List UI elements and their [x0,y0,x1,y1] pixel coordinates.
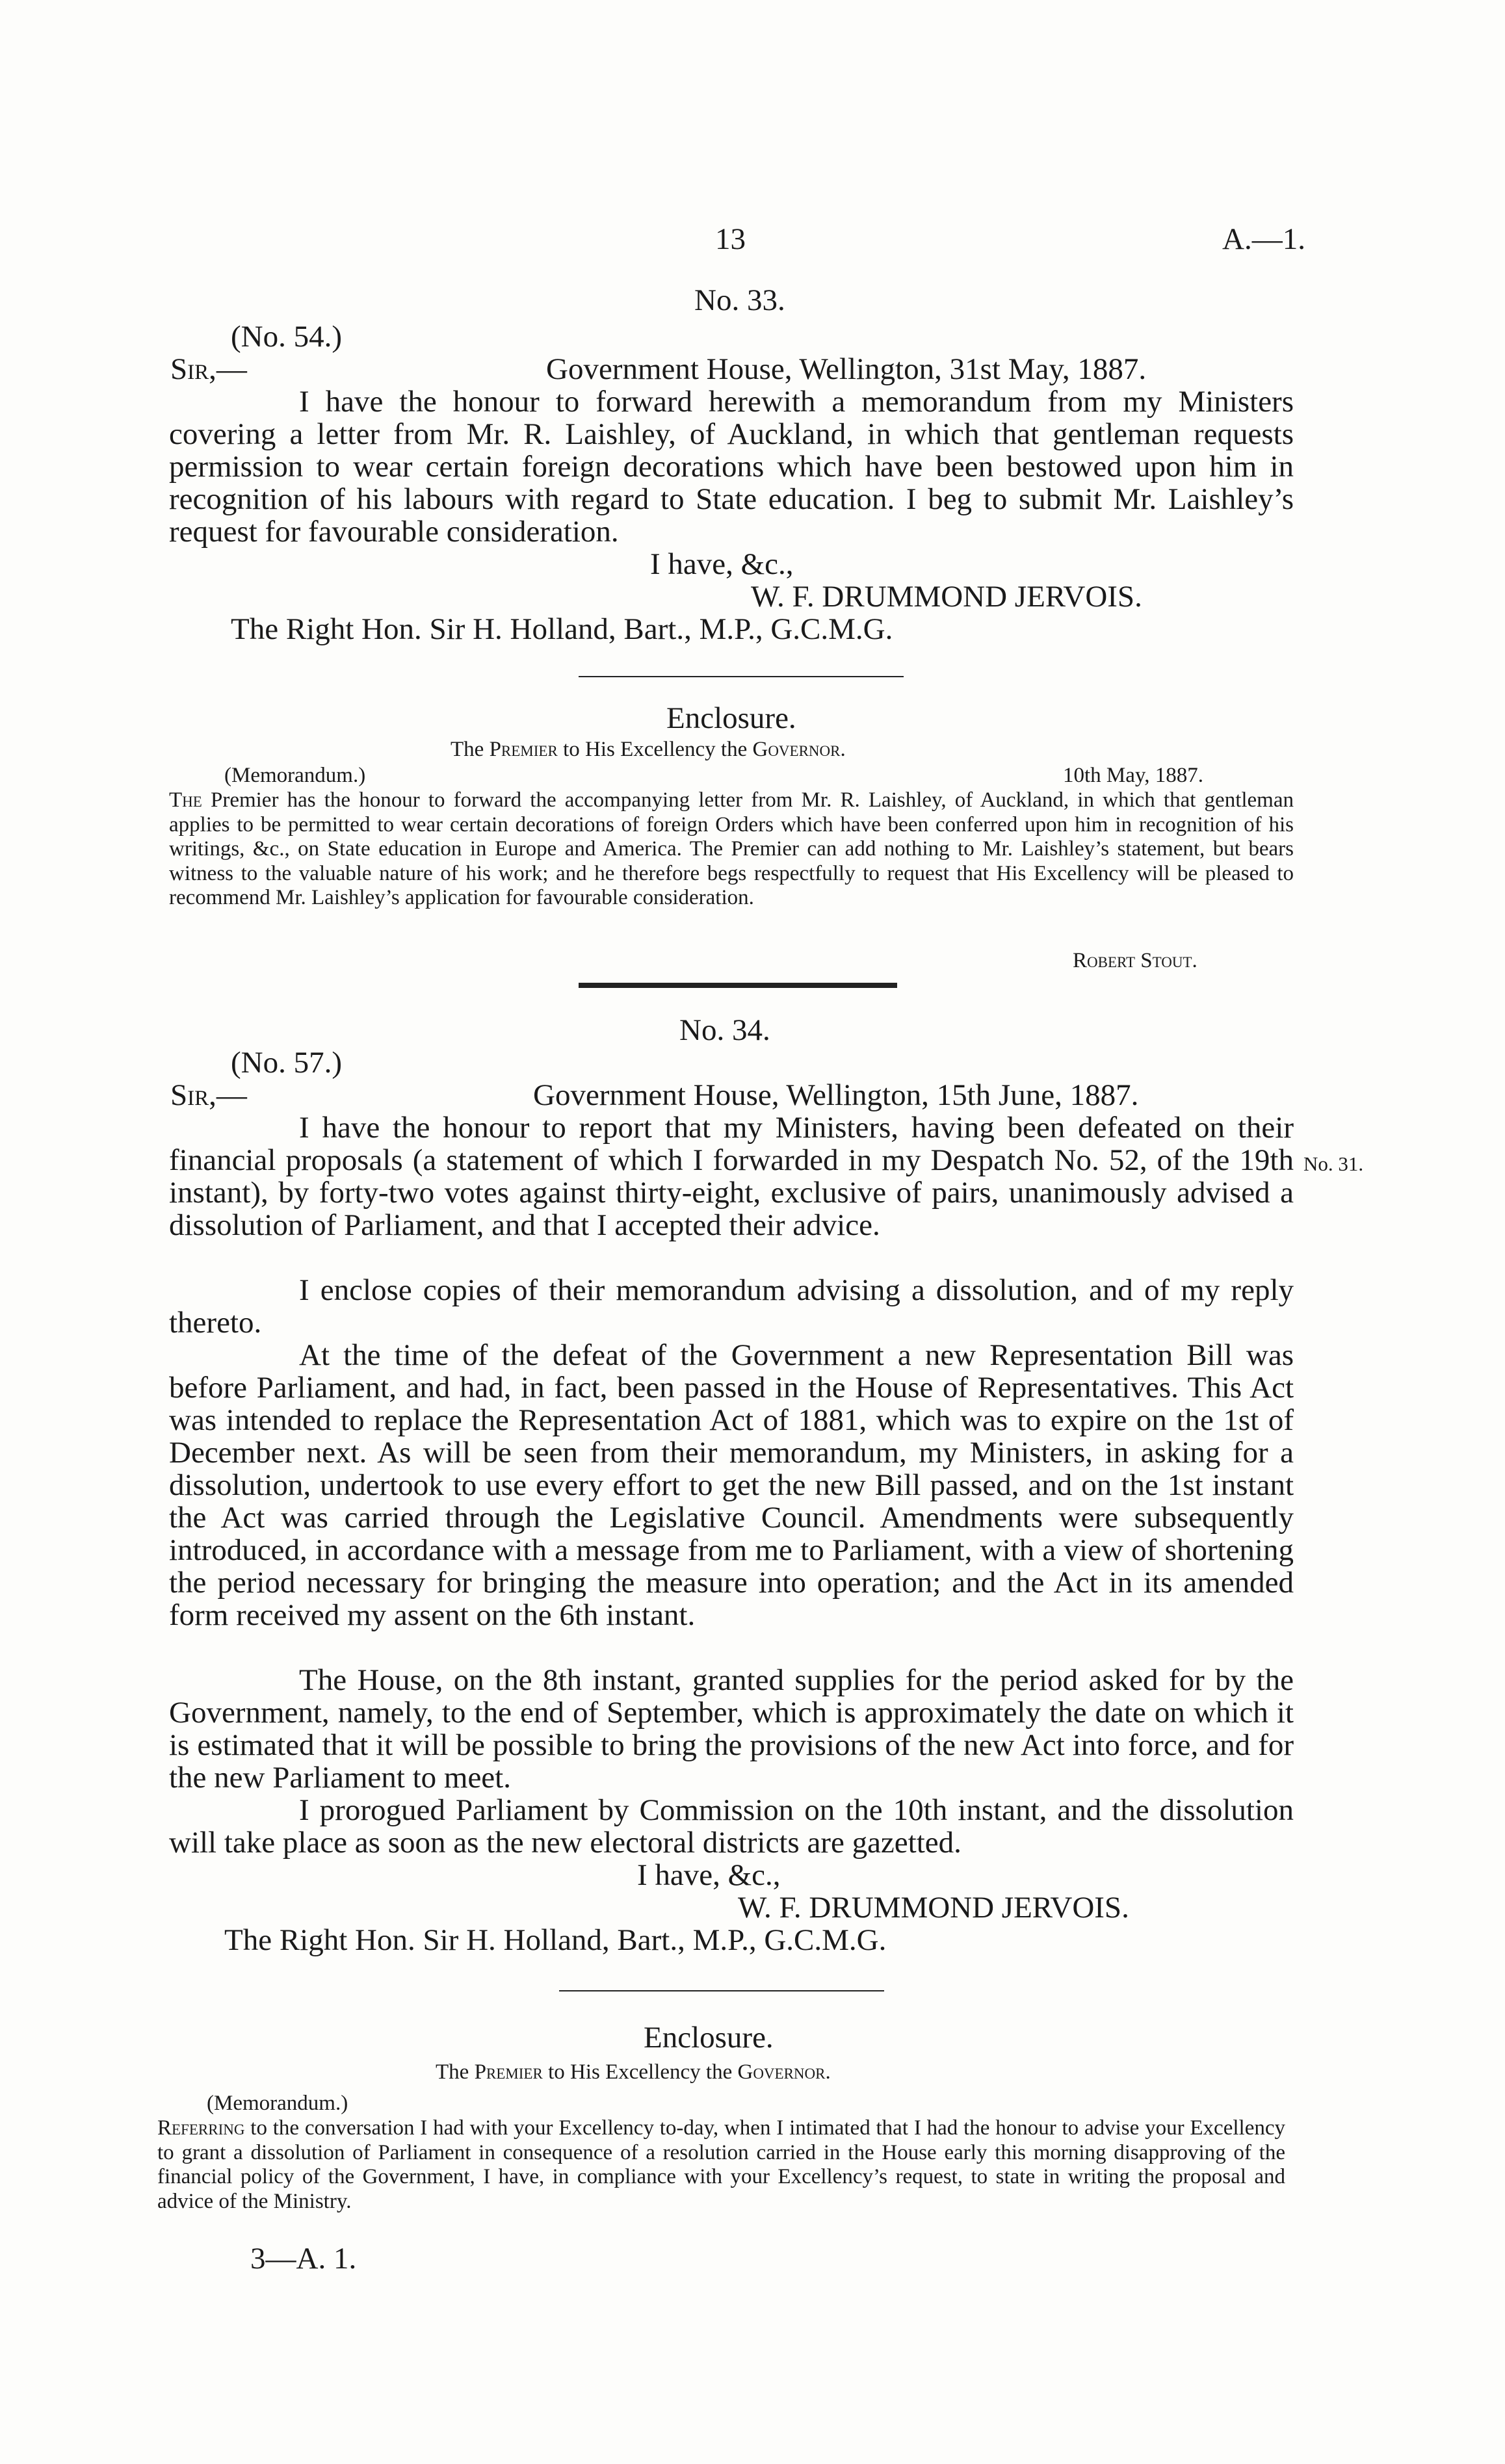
memorandum-body: Referring to the conversation I had with your Excellency to-day, when I intimated that I had the honour to advise your Excellency to grant a dissolution of Parliament in consequence of a resolution carried in the House early this morning disapproving of the financial policy of the Government, I have, in compliance with your Excellency’s request, to state in writing the proposal and advice of the Ministry. [157,2116,1285,2213]
body-paragraph: I enclose copies of their memorandum advising a dissolution, and of my reply thereto. [169,1273,1294,1340]
memorandum-label: (Memorandum.) [207,2092,348,2115]
section-divider [559,1990,884,1991]
closing: I have, &c., [637,1858,781,1892]
despatch-number: No. 33. [694,283,785,317]
body-paragraph: I prorogued Parliament by Commission on the 10th instant, and the dissolution will take place as soon as the new electoral districts are gazetted. [169,1793,1294,1860]
heavy-divider [579,983,897,988]
enclosure-subtitle: The Premier to His Excellency the Governor. [451,738,846,761]
body-paragraph: I have the honour to forward herewith a memorandum from my Ministers covering a letter from Mr. R. Laishley, of Auckland, in which that gentleman requests permission to wear certain foreign decorations which have been bestowed upon him in recognition of his labours with regard to State education. I beg to submit Mr. Laishley’s request for favourable consideration. [169,385,1294,549]
despatch-ref: (No. 54.) [231,320,342,354]
enclosure-title: Enclosure. [644,2021,774,2055]
salutation: Sir,— [170,352,247,386]
signature: W. F. DRUMMOND JERVOIS. [738,1891,1129,1925]
section-divider [579,676,904,677]
memorandum-body: The Premier has the honour to forward the accompanying letter from Mr. R. Laishley, of Auckland, in which that gentleman applies to be permitted to wear certain decorations of foreign Orders which have been conferred upon him in recognition of his writings, &c., on State education in Europe and America. The Premier can add nothing to Mr. Laishley’s statement, but bears witness to the valuable nature of his work; and he therefore begs respectfully to request that His Excellency will be pleased to recommend Mr. Laishley’s application for favourable consideration. [169,788,1294,909]
memorandum-label: (Memorandum.) [224,764,366,787]
despatch-ref: (No. 57.) [231,1046,342,1080]
addressee: The Right Hon. Sir H. Holland, Bart., M.P., G.C.M.G. [224,1923,887,1957]
signature-mark: 3—A. 1. [250,2242,357,2276]
memorandum-signature: Robert Stout. [1073,949,1197,972]
salutation: Sir,— [170,1078,247,1112]
address-line: Government House, Wellington, 31st May, 1887. [546,352,1147,386]
body-paragraph: The House, on the 8th instant, granted supplies for the period asked for by the Government, namely, to the end of September, which is approximately the date on which it is estimated that it will be possible to bring the provisions of the new Act into force, and for the new Parliament to meet. [169,1663,1294,1795]
closing: I have, &c., [650,547,794,581]
enclosure-title: Enclosure. [666,701,796,735]
signature: W. F. DRUMMOND JERVOIS. [751,580,1142,614]
document-reference: A.—1. [1222,222,1305,256]
address-line: Government House, Wellington, 15th June, 1887. [533,1078,1139,1112]
addressee: The Right Hon. Sir H. Holland, Bart., M.P., G.C.M.G. [231,612,893,646]
memorandum-date: 10th May, 1887. [1063,764,1204,787]
page-number: 13 [715,222,746,256]
body-paragraph: I have the honour to report that my Ministers, having been defeated on their financial proposals (a statement of which I forwarded in my Despatch No. 52, of the 19th instant), by forty-two votes against thirty-eight, exclusive of pairs, unanimously advised a dissolution of Parliament, and that I accepted their advice. [169,1111,1294,1242]
despatch-number: No. 34. [679,1013,770,1047]
body-paragraph: At the time of the defeat of the Government a new Representation Bill was before Parliament, and had, in fact, been passed in the House of Representatives. This Act was intended to replace the Representation Act of 1881, which was to expire on the 1st of December next. As will be seen from their memorandum, my Ministers, in asking for a dissolution, undertook to use every effort to get the new Bill passed, and on the 1st instant the Act was carried through the Legislative Council. Amendments were subsequently introduced, in accordance with a message from me to Parliament, with a view of shortening the period necessary for bringing the measure into operation; and the Act in its amended form received my assent on the 6th instant. [169,1338,1294,1632]
margin-note: No. 31. [1303,1152,1364,1175]
enclosure-subtitle: The Premier to His Excellency the Governor. [436,2060,831,2084]
